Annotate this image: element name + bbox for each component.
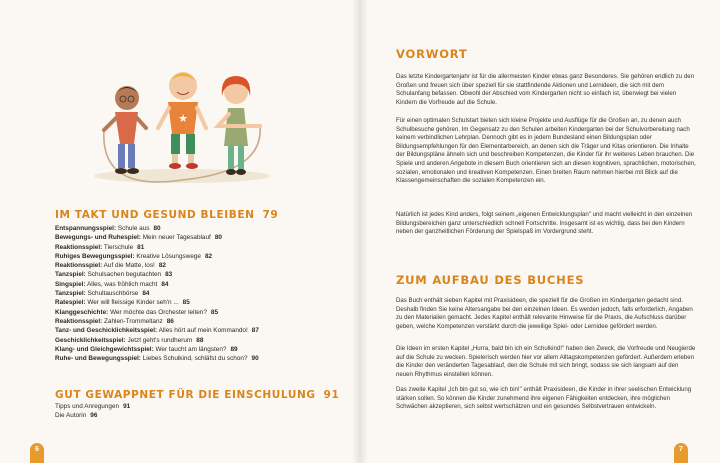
toc-entry-page: 85 (210, 308, 219, 316)
toc-entry-title: Mein neuer Tagesablauf (142, 234, 211, 242)
toc-section2-page: 91 (323, 389, 340, 401)
toc-entry-title: Jetzt geht's rundherum (127, 336, 193, 344)
toc-entry-page: 82 (158, 262, 166, 270)
toc-entry-page: 91 (123, 403, 131, 410)
toc-entry-type: Bewegungs- und Ruhespiel: (55, 234, 141, 242)
toc-entry[interactable] (55, 411, 130, 420)
svg-text:★: ★ (178, 112, 188, 125)
toc-entry-title: Alles hört auf mein Kommando! (158, 327, 248, 335)
toc-entry-page: 82 (205, 252, 213, 260)
toc-entry-type: Ruhiges Bewegungsspiel: (55, 252, 135, 260)
toc-entry[interactable] (55, 261, 259, 270)
toc-entry-type: Ruhe- und Bewegungsspiel: (55, 355, 141, 363)
toc-entry[interactable] (55, 308, 259, 317)
toc-entry[interactable] (55, 326, 259, 335)
toc-section1-list (55, 224, 259, 363)
toc-section2-title: GUT GEWAPPNET FÜR DIE EINSCHULUNG (55, 389, 316, 401)
toc-entry-page: 87 (251, 327, 259, 335)
toc-entry[interactable] (55, 252, 259, 261)
toc-entry-type: Klanggeschichte: (55, 308, 109, 316)
toc-section2-heading[interactable] (55, 389, 339, 401)
toc-entry-title: Tierschule (103, 243, 134, 251)
toc-entry-title: Wer taucht am längsten? (155, 345, 227, 353)
vorwort-paragraph-1: Das letzte Kindergartenjahr ist für die allermeisten Kinder etwas ganz Besonderes. Sie gehören endlich zu den Großen und freuen sich über speziell für sie stattfindende Aktionen und Lernideen, die sich mit dem Schulanfang befassen. Obwohl der Abschied vom Kindergarten nicht so einfach ist, überwiegt bei vielen Kindern die Vorfreude auf die Schule. (396, 73, 695, 106)
toc-entry[interactable] (55, 345, 259, 354)
toc-entry[interactable] (55, 402, 130, 411)
toc-entry-title: Wer möchte das Orchester leiten? (110, 308, 207, 316)
toc-entry-title: Schulsachen begutachten (87, 271, 162, 279)
toc-entry-title: Auf die Matte, los! (103, 262, 155, 270)
toc-entry-type: Tanzspiel: (55, 271, 86, 279)
toc-entry-title: Die Autorin (55, 412, 87, 420)
toc-entry[interactable] (55, 354, 259, 363)
toc-entry-title: Liebes Schulkind, schläfst du schon? (142, 355, 248, 363)
aufbau-paragraph-1: Das Buch enthält sieben Kapitel mit Praxisideen, die speziell für die Großen im Kindergarten gedacht sind. Deshalb finden Sie keine Altersangabe bei den einzelnen Ideen. Es werden jedoch, falls erforderlich, Angaben zu den Materialien gemacht. Jedes Kapitel enthält relevante Hinweise für die Praxis, die Aufschluss darüber geben, welche Kompetenzen verstärkt durch die jeweilige Spiel- oder Lernidee gefördert werden. (396, 297, 693, 330)
toc-entry[interactable] (55, 317, 259, 326)
toc-entry-page: 88 (196, 336, 204, 344)
toc-entry-page: 96 (90, 412, 98, 420)
toc-entry-type: Singspiel: (55, 280, 86, 288)
page-number-right: 7 (674, 443, 688, 463)
toc-entry-type: Ratespiel: (55, 299, 86, 307)
toc-entry-type: Tanz- und Geschicklichkeitsspiel: (55, 327, 158, 335)
toc-section1-page: 79 (262, 209, 279, 221)
toc-entry-page: 84 (161, 280, 169, 288)
toc-entry-type: Klang- und Gleichgewichtsspiel: (55, 345, 154, 353)
toc-entry-title: Kreative Lösungswege (136, 252, 201, 260)
toc-section1-heading[interactable] (55, 209, 278, 221)
heading-vorwort: VORWORT (396, 47, 468, 61)
right-page (362, 0, 720, 463)
toc-entry[interactable] (55, 243, 259, 252)
left-page (0, 0, 358, 463)
toc-entry-title: Zahlen-Trommeltanz (104, 317, 163, 325)
toc-entry-type: Reaktionsspiel: (55, 262, 103, 270)
toc-entry-page: 80 (153, 225, 161, 232)
toc-entry-page: 81 (137, 243, 145, 251)
toc-entry-page: 90 (251, 355, 259, 363)
toc-entry[interactable] (55, 298, 259, 307)
aufbau-paragraph-2: Die Ideen im ersten Kapitel „Hurra, bald bin ich ein Schulkind!" haben den Zweck, die Vorfreude und Neugierde auf die Schule zu wecken. Spielerisch werden hier vor allem Alltagskompetenzen gefördert. Außerdem erleben die Kinder den veränderten Tagesablauf, den die Schule mit sich bringt, sodass sie sich langsam auf den neuen Rhythmus einstellen können. (396, 345, 696, 378)
toc-entry-page: 86 (166, 317, 174, 325)
vorwort-paragraph-3: Natürlich ist jedes Kind anders, folgt seinem „eigenen Entwicklungsplan" und macht vielleicht in den einzelnen Bildungsbereichen ganz unterschiedlich schnell Fortschritte. Insgesamt ist es wichtig, dass bei den Kindern neben der ganzheitlichen Förderung der Spielspaß im Vordergrund steht. (396, 211, 693, 236)
toc-entry[interactable] (55, 224, 259, 233)
toc-section2-list (55, 402, 130, 421)
toc-entry[interactable] (55, 233, 259, 242)
toc-entry-type: Tanzspiel: (55, 290, 86, 298)
toc-entry-title: Alles, was fröhlich macht (86, 280, 158, 288)
toc-entry-title: Schultauschbörse (87, 290, 139, 298)
toc-entry-title: Tipps und Anregungen (55, 403, 120, 410)
toc-entry-type: Reaktionsspiel: (55, 243, 103, 251)
aufbau-paragraph-3: Das zweite Kapitel „Ich bin gut so, wie ich bin!" enthält Praxisideen, die Kinder in ihrer seelischen Entwicklung stärken sollen. So können die Kinder zunehmend ihre eigenen Fähigkeiten entdecken, ihre möglichen Schwächen akzeptieren, sich selbst wertschätzen und ein gesundes Selbstvertrauen entwickeln. (396, 386, 692, 411)
heading-aufbau: ZUM AUFBAU DES BUCHES (396, 273, 585, 287)
toc-entry-type: Geschicklichkeitsspiel: (55, 336, 126, 344)
vorwort-paragraph-2: Für einen optimalen Schulstart bieten sich kleine Projekte und Ausflüge für die Großen an, zu denen auch Schulbesuche gehören. Im Gegensatz zu den Schulen arbeiten Kindergarten bei der Schulvorbereitung nach keinem verbindlichen Lehrplan. Dennoch gibt es in jedem Bundesland einen Bildungsplan oder Bildungsempfehlungen für den Elementarbereich, an denen sich die Träger und Kitas orientieren. Die Inhalte der Bildungspläne ähneln sich und beschreiben Kompetenzen, die Kinder für ihr weiteres Leben brauchen. Die Spiele und anderen Angebote in diesem Buch orientieren sich an diesen kognitiven, sprachlichen, motorischen, sozialen, emotionalen und kreativen Kompetenzen. Einen breiten Raum nehmen hierbei mit Blick auf die Klassengemeinschaften die sozialen Kompetenzen ein. (396, 117, 696, 185)
toc-section1-title: IM TAKT UND GESUND BLEIBEN (55, 209, 255, 221)
page-number-left: 6 (30, 443, 44, 463)
toc-entry-title: Wer will fleissige Kinder seh'n ... (87, 299, 179, 307)
toc-entry-page: 89 (230, 345, 238, 353)
toc-entry-type: Entspannungsspiel: (55, 225, 117, 232)
toc-entry-page: 83 (165, 271, 173, 279)
toc-entry-page: 85 (182, 299, 190, 307)
children-jump-rope-illustration (82, 52, 282, 192)
toc-entry-page: 80 (214, 234, 222, 242)
toc-entry-title: Schule aus (117, 225, 150, 232)
toc-entry[interactable] (55, 270, 259, 279)
toc-entry[interactable] (55, 289, 259, 298)
toc-entry-page: 84 (142, 290, 150, 298)
toc-entry[interactable] (55, 336, 259, 345)
toc-entry-type: Reaktionsspiel: (55, 317, 103, 325)
toc-entry[interactable] (55, 280, 259, 289)
